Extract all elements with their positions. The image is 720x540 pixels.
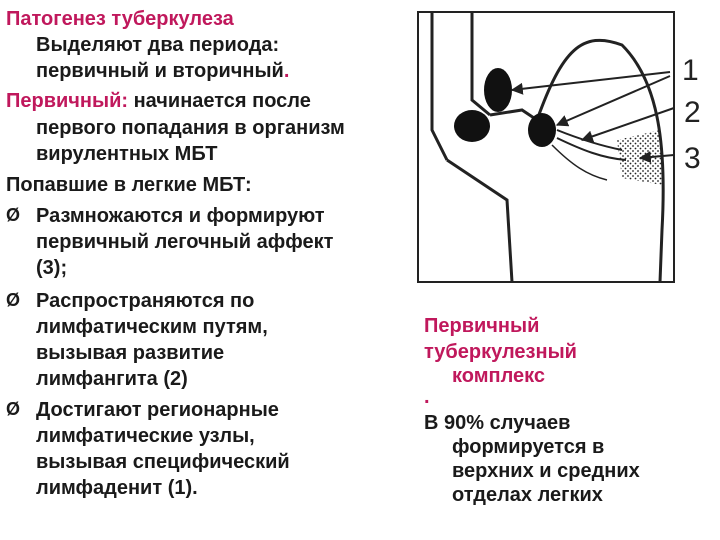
primary-line-2: первого попадания в организм (36, 117, 345, 139)
lymphangitis-line (557, 130, 622, 150)
bullet1-line-2: первичный легочный аффект (36, 231, 334, 253)
primary-line-1 (6, 88, 311, 114)
trachea-wall-left (432, 12, 447, 160)
periods-dot: . (283, 60, 290, 82)
label-2: 2 (684, 96, 701, 129)
bullet3-line-1: Достигают регионарные (36, 399, 279, 421)
caption-dot: . (424, 386, 430, 408)
mbt-intro: Попавшие в легкие МБТ: (6, 174, 252, 196)
bullet-arrow-icon: Ø (6, 290, 21, 310)
bronchus-lower (447, 160, 512, 282)
bullet2-line-3: вызывая развитие (36, 342, 225, 364)
bullet-arrow-icon: Ø (6, 205, 21, 225)
lymphangitis-line (552, 145, 607, 180)
note-line-2: формируется в (452, 436, 605, 458)
caption-line-3: комплекс (452, 365, 546, 387)
bullet3-line-2: лимфатические узлы, (36, 425, 255, 447)
bullet3-line-3: вызывая специфический (36, 451, 290, 473)
note-line-3: верхних и средних (452, 460, 640, 482)
bullet2-line-1: Распространяются по (36, 290, 255, 312)
periods-line-2 (36, 58, 289, 84)
primary-rest: начинается после (128, 90, 311, 112)
slide-title: Патогенез туберкулеза (6, 8, 234, 30)
bullet1-line-3: (3); (36, 257, 68, 279)
caption-line-2: туберкулезный (424, 341, 577, 363)
lymph-node-upper (484, 68, 512, 112)
bullet-arrow-icon: Ø (6, 399, 21, 419)
primary-label: Первичный: (6, 90, 129, 112)
periods-text: первичный и вторичный (36, 60, 284, 82)
bullet2-line-2: лимфатическим путям, (36, 316, 268, 338)
note-line-1: В 90% случаев (424, 412, 571, 434)
bullet3-line-4: лимфаденит (1). (36, 477, 198, 499)
caption-line-1: Первичный (424, 315, 540, 337)
primary-complex-diagram (412, 0, 720, 292)
lymph-node-hilar (454, 110, 490, 142)
bullet1-line-1: Размножаются и формируют (36, 205, 325, 227)
lymph-node-bronchial (528, 113, 556, 147)
bullet2-line-4: лимфангита (2) (36, 368, 188, 390)
note-line-4: отделах легких (452, 484, 603, 506)
label-1: 1 (682, 54, 699, 87)
primary-line-3: вирулентных МБТ (36, 143, 218, 165)
periods-line-1: Выделяют два периода: (36, 34, 280, 56)
label-3: 3 (684, 142, 701, 175)
